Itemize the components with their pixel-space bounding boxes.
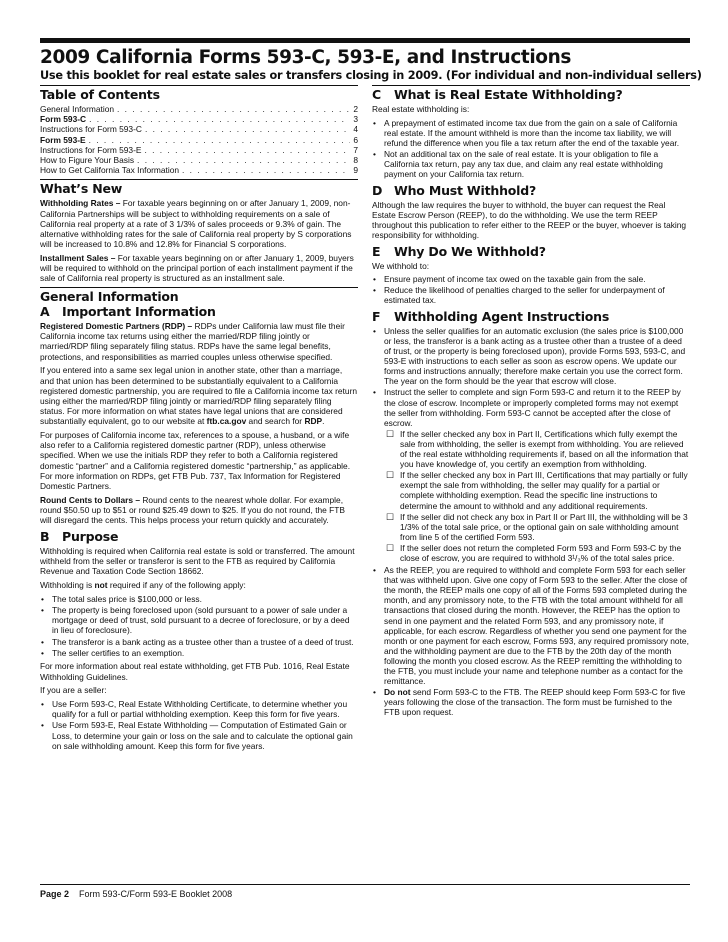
- list-item: • Use Form 593-C, Real Estate Withholding Certificate, to determine whether you qualify for a full or partial withholding exemption. Keep this form for five years.: [40, 699, 358, 719]
- toc-entry[interactable]: [40, 135, 358, 145]
- rates-lead: Withholding Rates –: [40, 198, 121, 209]
- toc-leader-dots: [117, 104, 350, 114]
- list-item: ☐ If the seller checked any box in Part II, Certifications which fully exempt the sale from withholding, the seller is exempt from withholding. You are relieved of the real estate withholding requirements if, based on all the information that you have knowledge of, you certify an exemption from withholding.: [372, 429, 690, 469]
- list-item: • A prepayment of estimated income tax due from the gain on a sale of California real estate. If the amount withheld is more than the income tax liability, we will refund the difference when you file a tax return after the end of the taxable year.: [372, 118, 690, 148]
- not-required-bold: not: [94, 580, 108, 591]
- toc-entry[interactable]: [40, 145, 358, 155]
- section-e-letter: E: [372, 243, 381, 259]
- toc-entry-page: 8: [353, 155, 358, 166]
- section-f-letter: F: [372, 308, 381, 324]
- toc-entry-page: 2: [353, 104, 358, 114]
- toc-entry-page: 4: [353, 124, 358, 135]
- toc-leader-dots: [144, 145, 350, 155]
- section-b-heading: [40, 529, 358, 544]
- toc-entry-label: Form 593-C: [40, 114, 87, 125]
- list-item: • Ensure payment of income tax owed on the taxable gain from the sale.: [372, 274, 690, 284]
- left-column: [40, 85, 358, 755]
- toc-list: [40, 104, 358, 175]
- list-item: • Not an additional tax on the sale of real estate. It is your obligation to file a California tax return, pay any tax due, and claim any real estate withholding payment on your California tax return.: [372, 149, 690, 179]
- footer-page-number: Page 2: [40, 889, 70, 899]
- toc-entry-label: Instructions for Form 593-C: [40, 124, 142, 135]
- toc-entry-label: General Information: [40, 104, 115, 114]
- section-d-letter: D: [372, 182, 383, 198]
- page-subtitle: Use this booklet for real estate sales or transfers closing in 2009. (For individual and non-individual sellers): [40, 69, 702, 82]
- toc-section: [40, 85, 358, 175]
- whats-new-rates: [40, 198, 358, 249]
- list-item: • Unless the seller qualifies for an automatic exclusion (the sales price is $100,000 or less, the transferor is a bank acting as a trustee other than a trustee of a deed of trust, or the property is being foreclosed upon), provide Forms 593, 593-C, and 593-E with instructions to each seller as soon as escrow opens. We update our forms and instructions annually; therefore make certain you use the correct form. The year on the form should be the year that escrow will close.: [372, 326, 690, 387]
- f-checkbox-list: [372, 429, 690, 563]
- toc-entry-label: Form 593-E: [40, 134, 86, 145]
- union-text-end: .: [322, 416, 325, 427]
- more-info-paragraph: For more information about real estate withholding, get FTB Pub. 1016, Real Estate Withholding Guidelines.: [40, 661, 350, 682]
- c-intro: Real estate withholding is:: [372, 104, 470, 114]
- toc-entry[interactable]: [40, 155, 358, 165]
- section-a-title: Important Information: [62, 304, 216, 320]
- list-item: ☐ If the seller did not check any box in Part II or Part III, the withholding will be 3 1/3% of the total sale price, or the optional gain on sale withholding amount from line 5 of the certified Form 593.: [372, 512, 690, 542]
- list-item: • The seller certifies to an exemption.: [40, 648, 358, 658]
- whats-new-section: [40, 179, 358, 283]
- toc-leader-dots: [145, 124, 350, 134]
- do-not-lead: Do not: [384, 687, 411, 698]
- ftb-website-link[interactable]: ftb.ca.gov: [206, 416, 247, 427]
- list-item: • The property is being foreclosed upon (sold pursuant to a power of sale under a mortgage or deed of trust, sold pursuant to a decree of foreclosure, or by a deed in lieu of foreclosure).: [40, 605, 358, 636]
- exemption-list: [40, 594, 358, 658]
- rdp-lead: Registered Domestic Partners (RDP) –: [40, 321, 193, 332]
- toc-entry[interactable]: [40, 104, 358, 114]
- search-term: RDP: [304, 416, 323, 427]
- toc-leader-dots: [137, 155, 350, 165]
- list-item: • The transferor is a bank acting as a trustee other than a trustee of a deed of trust.: [40, 637, 358, 647]
- spouse-reference-paragraph: For purposes of California income tax, references to a spouse, a husband, or a wife also refer to a California registered domestic partner (RDP), unless otherwise specified. When we use the initials RDP they refer to both a California registered domestic “partner” and a California registered domestic “partnership,” as applicable. For more information on RDPs, get FTB Pub. 737, Tax Information for Registered Domestic Partners.: [40, 430, 351, 492]
- toc-entry-label: How to Get California Tax Information: [40, 165, 180, 176]
- section-a-letter: A: [40, 304, 50, 320]
- toc-entry[interactable]: [40, 165, 358, 175]
- list-item: • Instruct the seller to complete and sign Form 593-C and return it to the REEP by the close of escrow. Incomplete or improperly completed forms may not exempt the seller from withholding. Form 593-C cannot be accepted after the close of escrow.: [372, 387, 690, 427]
- section-e-title: Why Do We Withhold?: [394, 243, 546, 259]
- list-item: ☐ If the seller checked any box in Part III, Certifications that may partially or fully exempt the sale from withholding, the seller may qualify for a partial or complete withholding exemption. Read the specific line instructions to determine the amount to withhold and any additional requirements.: [372, 470, 690, 510]
- seller-paragraph: If you are a seller:: [40, 685, 107, 696]
- list-item: • The total sales price is $100,000 or less.: [40, 594, 358, 604]
- union-text: If you entered into a same sex legal union in another state, other than a marriage, and that union has been determined to be substantially equivalent to a California registered domestic partnership, you are required to file a California income tax return using either the married/RDP filing jointly or married/RDP filing separately filing status. For more information on what states have legal unions that are considered substantially equivalent, go to our website at: [40, 365, 358, 427]
- section-f-heading: [372, 309, 690, 324]
- not-required-pre: Withholding is: [40, 580, 95, 591]
- toc-entry-page: 7: [353, 144, 358, 155]
- toc-leader-dots: [89, 114, 350, 124]
- section-c-letter: C: [372, 87, 381, 102]
- section-c: [372, 85, 690, 179]
- f-list-rest: [372, 565, 690, 717]
- toc-leader-dots: [182, 165, 350, 175]
- round-cents-paragraph: [40, 495, 358, 526]
- toc-entry-label: Instructions for Form 593-E: [40, 144, 142, 155]
- rdp-paragraph: [40, 321, 358, 362]
- f-reep-item: • As the REEP, you are required to withhold and complete Form 593 for each seller that was withheld upon. Give one copy of Form 593 to the seller. After the close of the month, the REEP mails one copy of all of the Forms 593 completed during the month, and any promissory note, to the FTB with the total amount withheld for all transactions that closed during the month. However, the REEP has the option to send in one payment and the related Form 593, and any promissory note, if applicable, for each escrow. Regardless of whether you send one payment for the month or one payment for each escrow, Forms 593, any required promissory note, and the withholding payment are due to the FTB by the 20th day of the month following the month you closed escrow. As the REEP remitting the withholding to the FTB, you must include your name and telephone number as a contact for the remittance.: [372, 565, 690, 686]
- general-info-heading: General Information: [40, 289, 179, 305]
- right-column: [372, 85, 690, 755]
- e-intro: We withhold to:: [372, 260, 430, 271]
- section-d: [372, 183, 690, 240]
- page: [40, 38, 702, 755]
- section-d-heading: [372, 183, 690, 198]
- toc-entry[interactable]: [40, 124, 358, 134]
- installment-lead: Installment Sales –: [40, 252, 116, 263]
- round-cents-lead: Round Cents to Dollars –: [40, 494, 141, 505]
- header-rule: [40, 38, 690, 43]
- union-text-mid: and search for: [246, 416, 305, 427]
- whats-new-installment: [40, 253, 358, 284]
- page-title: 2009 California Forms 593-C, 593-E, and Instructions: [40, 47, 571, 68]
- section-e-heading: [372, 244, 690, 259]
- columns: [40, 85, 690, 755]
- section-b-title: Purpose: [62, 528, 119, 544]
- c-list: [372, 118, 690, 180]
- do-not-text: send Form 593-C to the FTB. The REEP should keep Form 593-C for five years following the close of the transaction. The form must be furnished to the FTB upon request.: [384, 687, 686, 718]
- list-item: ☐ If the seller does not return the completed Form 593 and Form 593-C by the close of escrow, you are required to withhold 3¹/₃% of the total sales price.: [372, 543, 690, 563]
- seller-list: [40, 699, 358, 751]
- rates-text: For taxable years beginning on or after January 1, 2009, non-California Partnerships will be subject to withholding requirements on a sale of California real property at a rate of 3 1/3% of sales proceeds or 9.3% of gain. The alternative withholding rates for the sale of California real property by S corporations will be increased to 10.8% and 12.8% for Financial S corporations.: [40, 198, 352, 250]
- d-paragraph: Although the law requires the buyer to withhold, the buyer can request the Real Estate Escrow Person (REEP), to do the withholding. We use the term REEP throughout this publication to refer either to the REEP or the buyer, whoever is taking responsibility for withholding.: [372, 199, 687, 240]
- toc-entry[interactable]: [40, 114, 358, 124]
- list-item: • Reduce the likelihood of penalties charged to the seller for underpayment of estimated tax.: [372, 285, 690, 305]
- toc-leader-dots: [89, 135, 351, 145]
- purpose-paragraph: Withholding is required when California real estate is sold or transferred. The amount withheld from the seller or transferor is sent to the FTB as required by California Revenue and Taxation Code Section 18662.: [40, 545, 355, 577]
- section-c-title: What is Real Estate Withholding?: [394, 87, 623, 102]
- same-sex-union-paragraph: [40, 365, 358, 426]
- section-b-letter: B: [40, 528, 50, 544]
- e-list: [372, 274, 690, 305]
- section-a-heading: [40, 304, 358, 319]
- footer-text: Form 593-C/Form 593-E Booklet 2008: [79, 889, 233, 899]
- section-c-heading: [372, 87, 690, 102]
- toc-entry-page: 3: [353, 114, 358, 125]
- section-e: [372, 244, 690, 306]
- toc-entry-page: 9: [353, 165, 358, 176]
- rdp-text: RDPs under California law must file their California income tax returns using either the married/RDP filing jointly or married/RDP filing separately filing status. RDPs have the same legal benefits, protections, and responsibilities as married couples unless otherwise specified.: [40, 321, 345, 362]
- section-d-title: Who Must Withhold?: [394, 182, 537, 198]
- f-do-not-item: [372, 687, 690, 717]
- not-required-paragraph: [40, 580, 358, 590]
- toc-heading: Table of Contents: [40, 87, 160, 102]
- general-info-section: [40, 287, 358, 751]
- round-cents-text: Round cents to the nearest whole dollar. For example, round $50.50 up to $51 or round $25.49 down to $25. If you do not round, the FTB will disregard the cents. This helps process your return quickly and accurately.: [40, 494, 345, 526]
- section-f-title: Withholding Agent Instructions: [394, 308, 610, 324]
- whats-new-heading: What’s New: [40, 181, 123, 197]
- toc-entry-page: 6: [353, 134, 358, 145]
- not-required-post: required if any of the following apply:: [107, 580, 246, 591]
- list-item: • Use Form 593-E, Real Estate Withholding — Computation of Estimated Gain or Loss, to determine your gain or loss on the sale and to calculate the optional gain on sale withholding amount. Keep this form for five years.: [40, 720, 358, 751]
- f-list: [372, 326, 690, 428]
- page-footer: [40, 884, 690, 899]
- toc-entry-label: How to Figure Your Basis: [40, 155, 135, 166]
- section-f: [372, 309, 690, 718]
- installment-text: For taxable years beginning on or after January 1, 2009, buyers will be required to withhold on the principal portion of each installment payment if the sale of California real property is structured as an installment sale.: [40, 252, 354, 284]
